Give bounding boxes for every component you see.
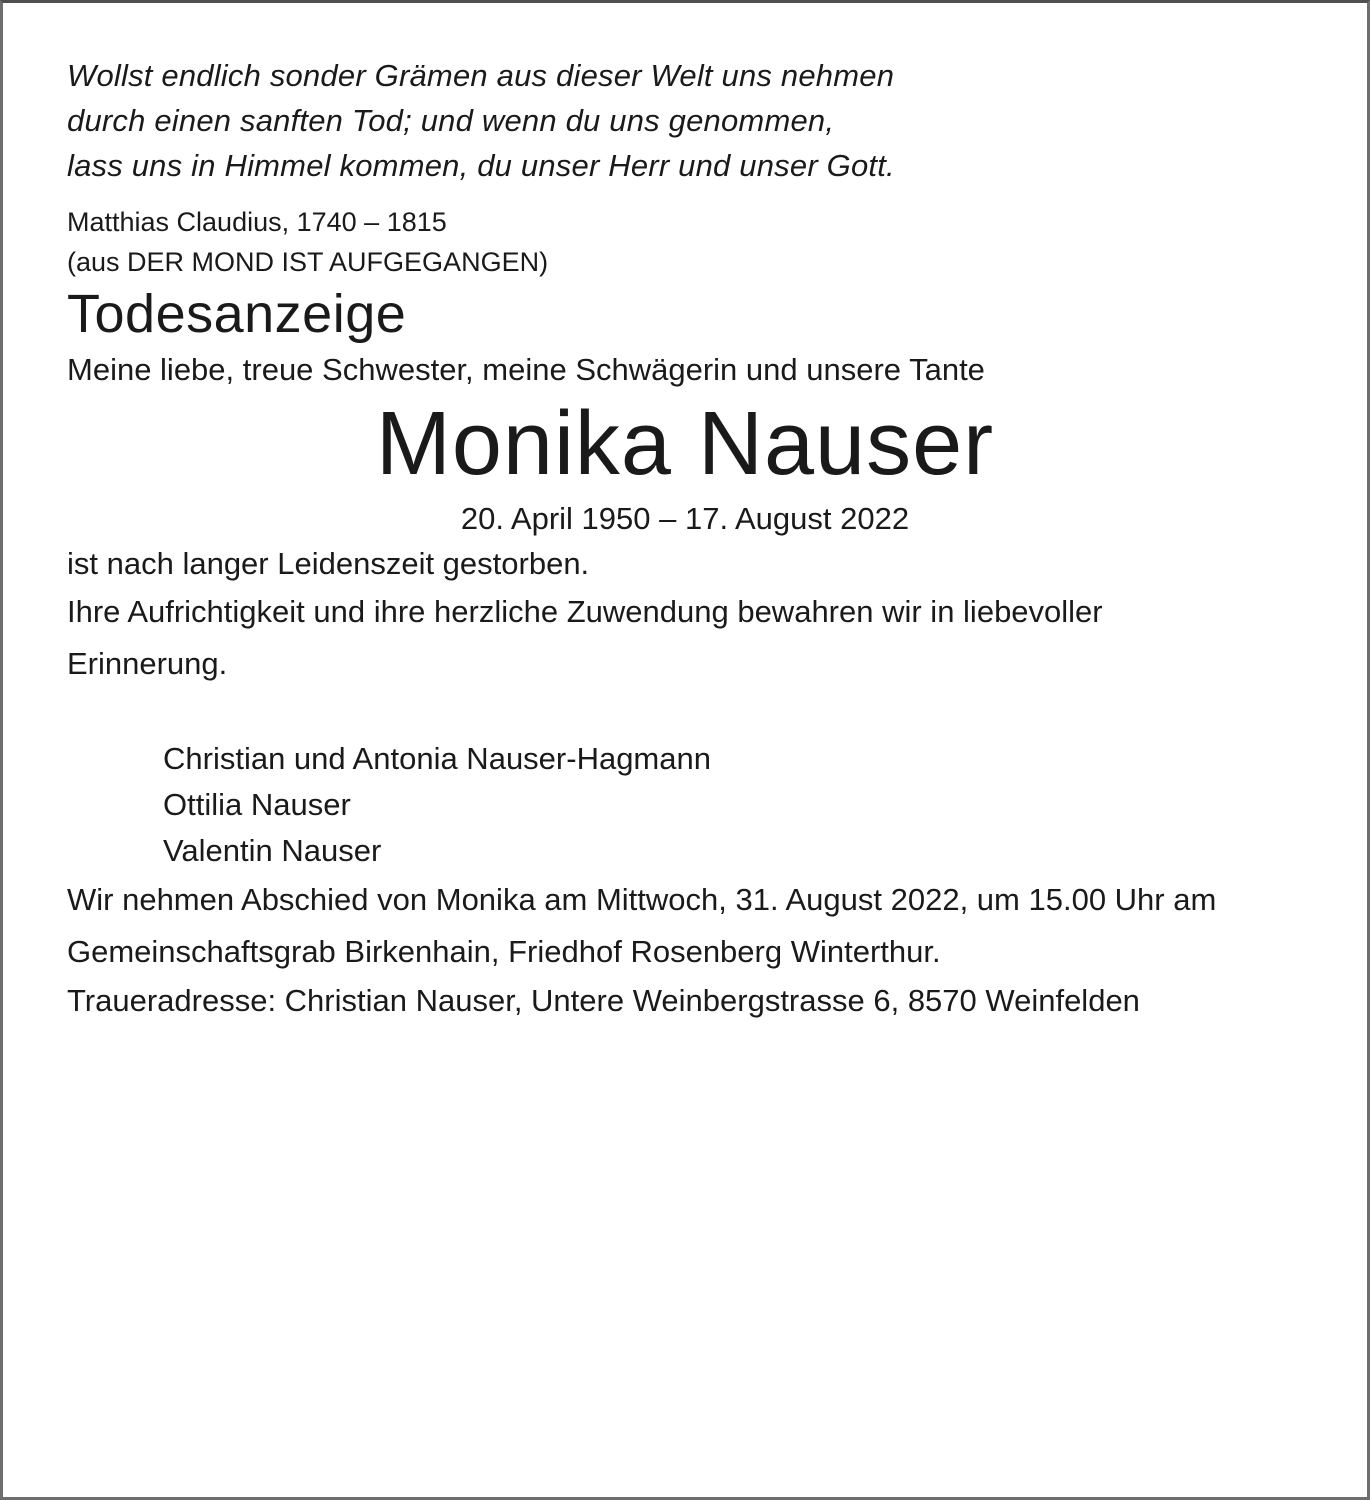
poem-author: Matthias Claudius, 1740 – 1815 [67, 207, 447, 237]
poem-line-1: Wollst endlich sonder Grämen aus dieser Welt uns nehmen [67, 58, 895, 93]
poem-attribution-block [67, 202, 1303, 282]
deceased-name: Monika Nauser [375, 394, 995, 494]
poem-source: (aus DER MOND IST AUFGEGANGEN) [67, 247, 549, 277]
poem-line-3: lass uns in Himmel kommen, du unser Herr und unser Gott. [67, 148, 895, 183]
mourners-list [163, 736, 1303, 874]
remembrance-text: Ihre Aufrichtigkeit und ihre herzliche Zuwendung bewahren wir in liebevoller Erinnerung. [67, 594, 1103, 681]
funeral-notice: Wir nehmen Abschied von Monika am Mittwoch, 31. August 2022, um 15.00 Uhr am Gemeinschaftsgrab Birkenhain, Friedhof Rosenberg Winterthur. [67, 882, 1217, 969]
mourning-address: Traueradresse: Christian Nauser, Untere Weinbergstrasse 6, 8570 Weinfelden [67, 983, 1140, 1018]
death-statement: ist nach langer Leidenszeit gestorben. [67, 546, 590, 581]
intro-line: Meine liebe, treue Schwester, meine Schwägerin und unsere Tante [67, 352, 985, 387]
mourner-2: Ottilia Nauser [163, 787, 351, 822]
page-title: Todesanzeige [67, 284, 407, 344]
life-dates: 20. April 1950 – 17. August 2022 [460, 501, 910, 536]
mourner-3: Valentin Nauser [163, 833, 382, 868]
poem-line-2: durch einen sanften Tod; und wenn du uns genommen, [67, 103, 835, 138]
mourner-1: Christian und Antonia Nauser-Hagmann [163, 741, 711, 776]
poem-quote [67, 53, 1303, 188]
